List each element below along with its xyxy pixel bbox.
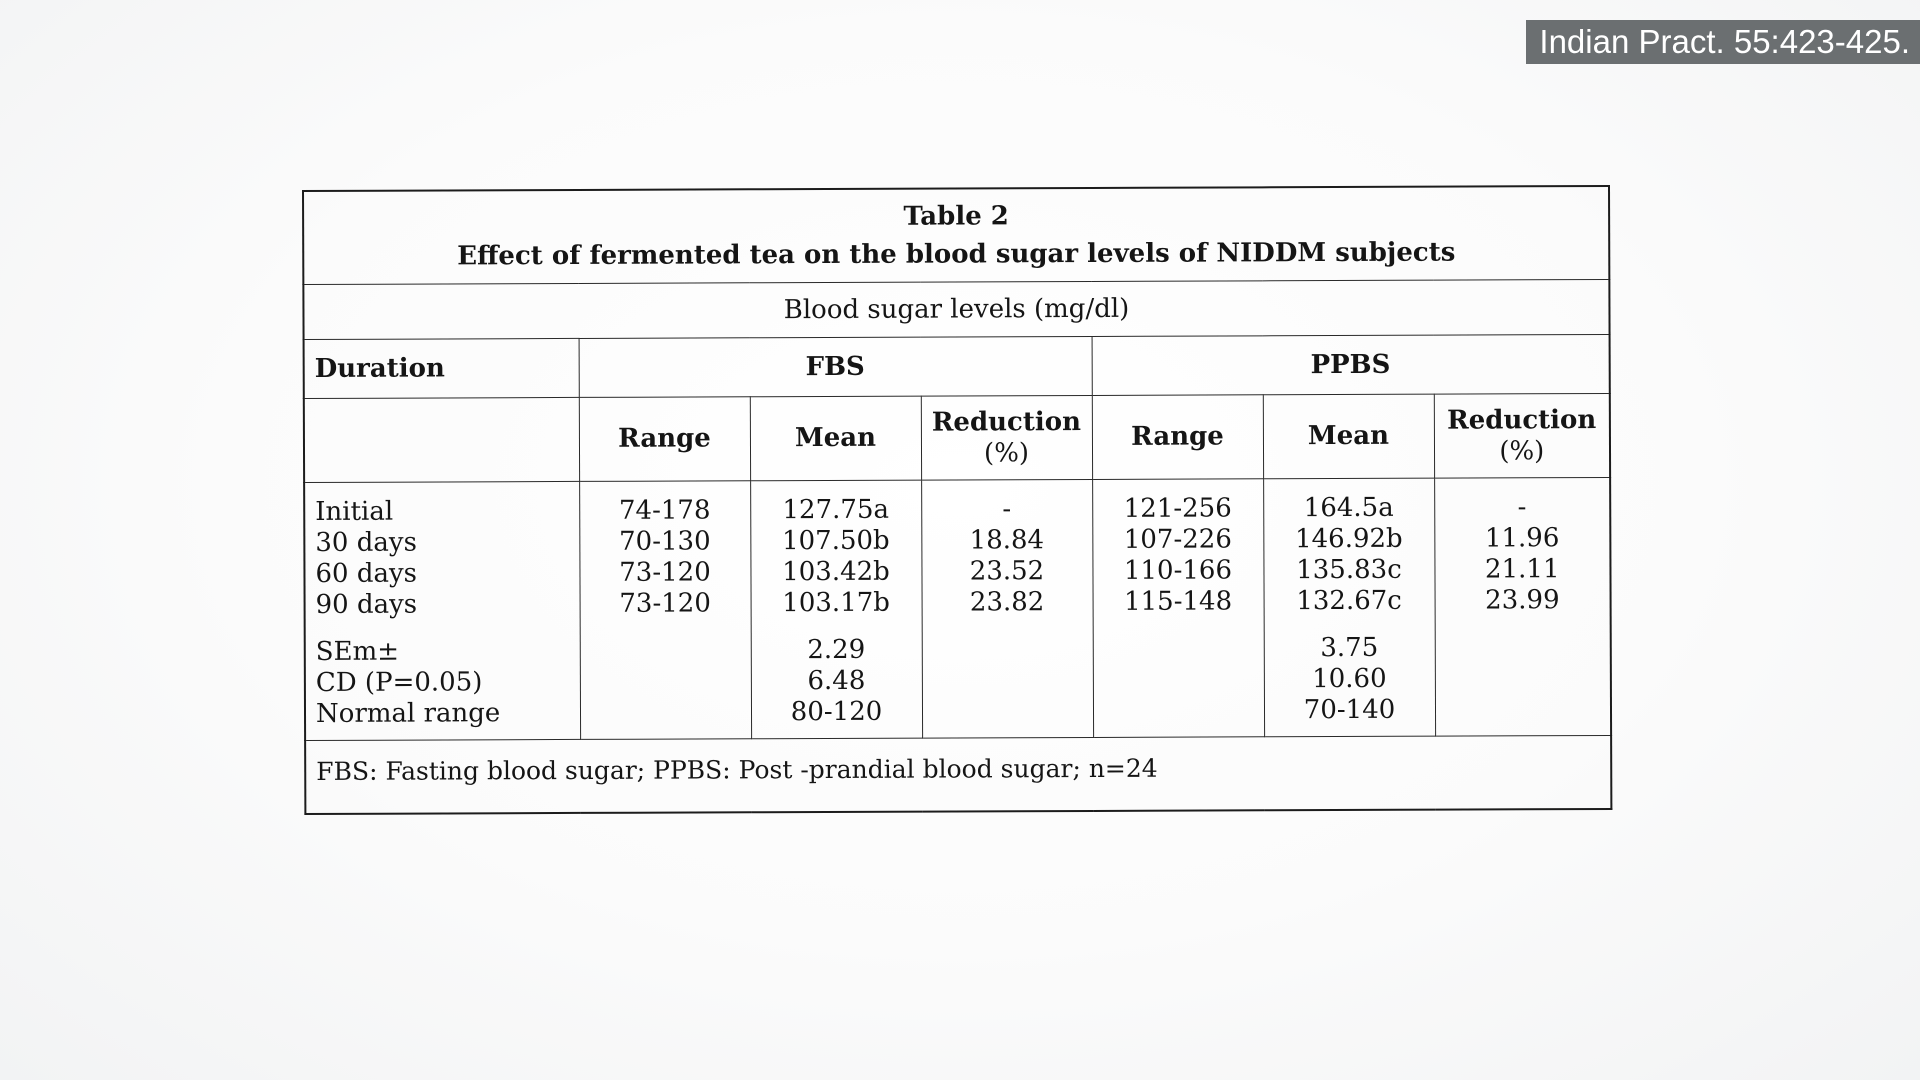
fbs-reduction-value: 23.82 (969, 587, 1045, 618)
fbs-range-value: 70-130 (619, 526, 711, 557)
ppbs-reduction-column (1434, 477, 1611, 736)
table-number: Table 2 (903, 201, 1009, 232)
stats-label: SEm± (315, 636, 400, 667)
fbs-reduction-value: 18.84 (969, 525, 1045, 556)
duration-header: Duration (304, 338, 579, 398)
ppbs-stat-value: 10.60 (1312, 663, 1387, 695)
fbs-reduction-value: 23.52 (969, 556, 1045, 587)
ppbs-mean-value: 135.83c (1296, 554, 1402, 586)
fbs-stat-value: 80-120 (790, 696, 883, 728)
ppbs-mean-value: 164.5a (1303, 492, 1394, 524)
ppbs-range-value: 110-166 (1123, 555, 1233, 586)
table-title (303, 186, 1609, 285)
fbs-mean-value: 107.50b (781, 525, 890, 557)
ppbs-range-value: 121-256 (1123, 493, 1232, 524)
duration-label: 90 days (315, 589, 418, 620)
ppbs-reduction-value: 23.99 (1485, 585, 1560, 616)
duration-subheader-blank (304, 397, 579, 482)
ppbs-header: PPBS (1092, 334, 1610, 395)
fbs-mean-column (750, 480, 922, 739)
fbs-stat-value: 6.48 (807, 665, 866, 697)
fbs-mean-header: Mean (750, 396, 921, 481)
duration-label: 60 days (315, 558, 418, 589)
stats-label: Normal range (315, 698, 501, 729)
ppbs-range-value: 107-226 (1123, 524, 1232, 555)
fbs-range-value: 73-120 (619, 588, 711, 619)
ppbs-range-value: 115-148 (1123, 586, 1233, 617)
ppbs-stat-value: 3.75 (1320, 632, 1379, 664)
table-container (302, 185, 1610, 815)
fbs-reduction-value: - (1002, 494, 1012, 525)
ppbs-reduction-header-line1: Reduction (1447, 404, 1597, 436)
fbs-range-value: 74-178 (618, 495, 711, 526)
fbs-mean-value: 127.75a (782, 494, 890, 526)
duration-label: Initial (315, 496, 394, 527)
fbs-mean-value: 103.17b (782, 587, 890, 619)
units-header: Blood sugar levels (mg/dl) (303, 279, 1609, 339)
ppbs-reduction-value: 21.11 (1484, 554, 1560, 585)
ppbs-mean-column (1263, 478, 1435, 737)
fbs-range-value: 73-120 (619, 557, 711, 588)
duration-label: 30 days (315, 527, 417, 558)
ppbs-range-column (1092, 479, 1264, 738)
fbs-reduction-column (921, 479, 1093, 738)
fbs-range-header: Range (579, 397, 750, 482)
fbs-header: FBS (579, 336, 1092, 397)
ppbs-range-header: Range (1092, 395, 1263, 480)
stats-label: CD (P=0.05) (315, 667, 483, 698)
duration-column (304, 481, 580, 740)
ppbs-mean-value: 146.92b (1294, 523, 1403, 555)
fbs-mean-value: 103.42b (782, 556, 890, 588)
fbs-range-column (579, 481, 751, 740)
ppbs-reduction-value: 11.96 (1484, 523, 1560, 554)
ppbs-reduction-header-line2: (%) (1499, 435, 1545, 466)
ppbs-stat-value: 70-140 (1303, 694, 1396, 726)
ppbs-mean-header: Mean (1263, 394, 1434, 479)
fbs-reduction-header-line2: (%) (983, 437, 1030, 468)
table-footnote: FBS: Fasting blood sugar; PPBS: Post -prandial blood sugar; n=24 (305, 735, 1611, 814)
ppbs-mean-value: 132.67c (1296, 585, 1402, 617)
blood-sugar-table (302, 185, 1612, 815)
fbs-reduction-header (921, 395, 1092, 480)
fbs-stat-value: 2.29 (807, 634, 866, 666)
table-caption: Effect of fermented tea on the blood sugar levels of NIDDM subjects (457, 237, 1456, 272)
fbs-reduction-header-line1: Reduction (931, 406, 1082, 438)
ppbs-reduction-header (1434, 393, 1610, 478)
citation-label: Indian Pract. 55:423-425. (1526, 20, 1920, 64)
ppbs-reduction-value: - (1517, 492, 1527, 523)
